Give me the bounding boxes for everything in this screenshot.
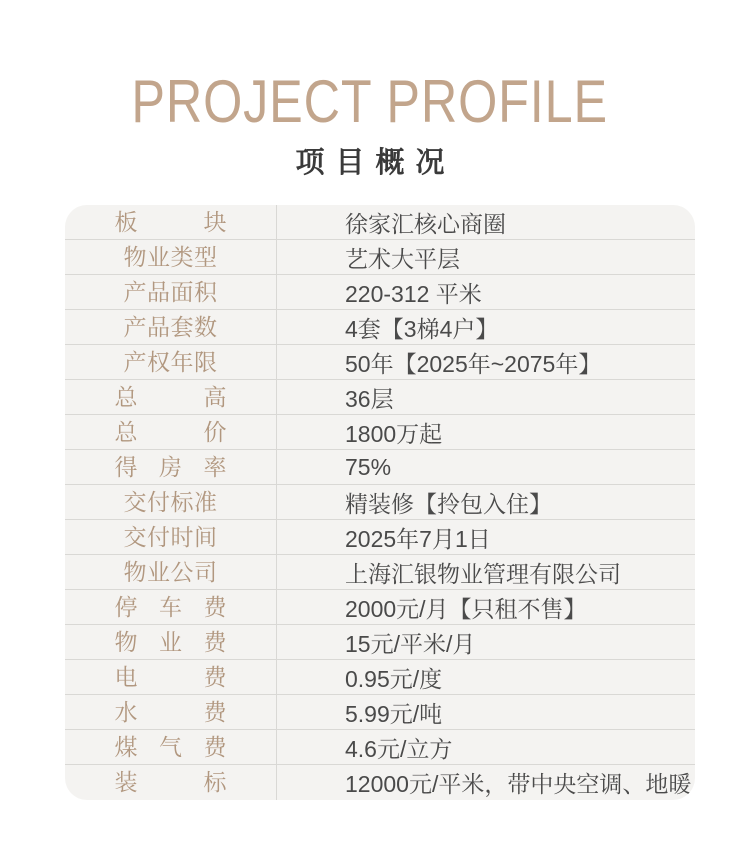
row-label: 电 费 [65,660,277,694]
row-label: 总 价 [65,415,277,449]
table-row [65,625,695,660]
row-label: 产品面积 [65,275,277,309]
row-label: 板 块 [65,205,277,239]
row-value: 50年【2025年~2075年】 [345,350,602,377]
table-row [65,660,695,695]
table-row [65,765,695,800]
row-value: 4套【3梯4户】 [345,315,499,342]
table-row [65,520,695,555]
table-row [65,485,695,520]
row-label: 交付标准 [65,485,277,519]
row-value: 艺术大平层 [345,245,460,272]
row-value: 36层 [345,385,394,412]
table-row [65,555,695,590]
table-row [65,730,695,765]
row-label: 总 高 [65,380,277,414]
table-row [65,345,695,380]
row-value: 12000元/平米，带中央空调、地暖 [345,771,692,797]
row-value: 5.99元/吨 [345,700,443,727]
table-row [65,310,695,345]
row-value: 徐家汇核心商圈 [345,210,506,237]
row-label: 物 业 费 [65,625,277,659]
row-value: 上海汇银物业管理有限公司 [345,560,621,587]
table-row [65,450,695,485]
page-title-english: PROJECT PROFILE [131,68,609,135]
row-value: 2025年7月1日 [345,525,491,552]
table-row [65,590,695,625]
row-value: 15元/平米/月 [345,630,476,657]
table-row [65,275,695,310]
table-row [65,415,695,450]
page-header [0,0,740,178]
row-value: 2000元/月【只租不售】 [345,595,587,622]
row-value: 精装修【拎包入住】 [345,490,552,517]
row-label: 水 费 [65,695,277,729]
table-row [65,380,695,415]
table-row [65,205,695,240]
row-label: 得 房 率 [65,450,277,484]
page-title-chinese: 项目概况 [295,147,456,179]
row-label: 物业类型 [65,240,277,274]
row-label: 物业公司 [65,555,277,589]
table-row [65,240,695,275]
row-label: 煤 气 费 [65,730,277,764]
row-label: 交付时间 [65,520,277,554]
row-value: 1800万起 [345,420,443,447]
row-value: 75% [345,453,392,480]
profile-table [65,205,695,800]
row-label: 产品套数 [65,310,277,344]
row-label: 装 标 [65,765,277,800]
table-row [65,695,695,730]
row-label: 产权年限 [65,345,277,379]
row-value: 4.6元/立方 [345,735,453,762]
row-label: 停 车 费 [65,590,277,624]
row-value: 0.95元/度 [345,665,443,692]
row-value: 220-312 平米 [345,280,482,307]
